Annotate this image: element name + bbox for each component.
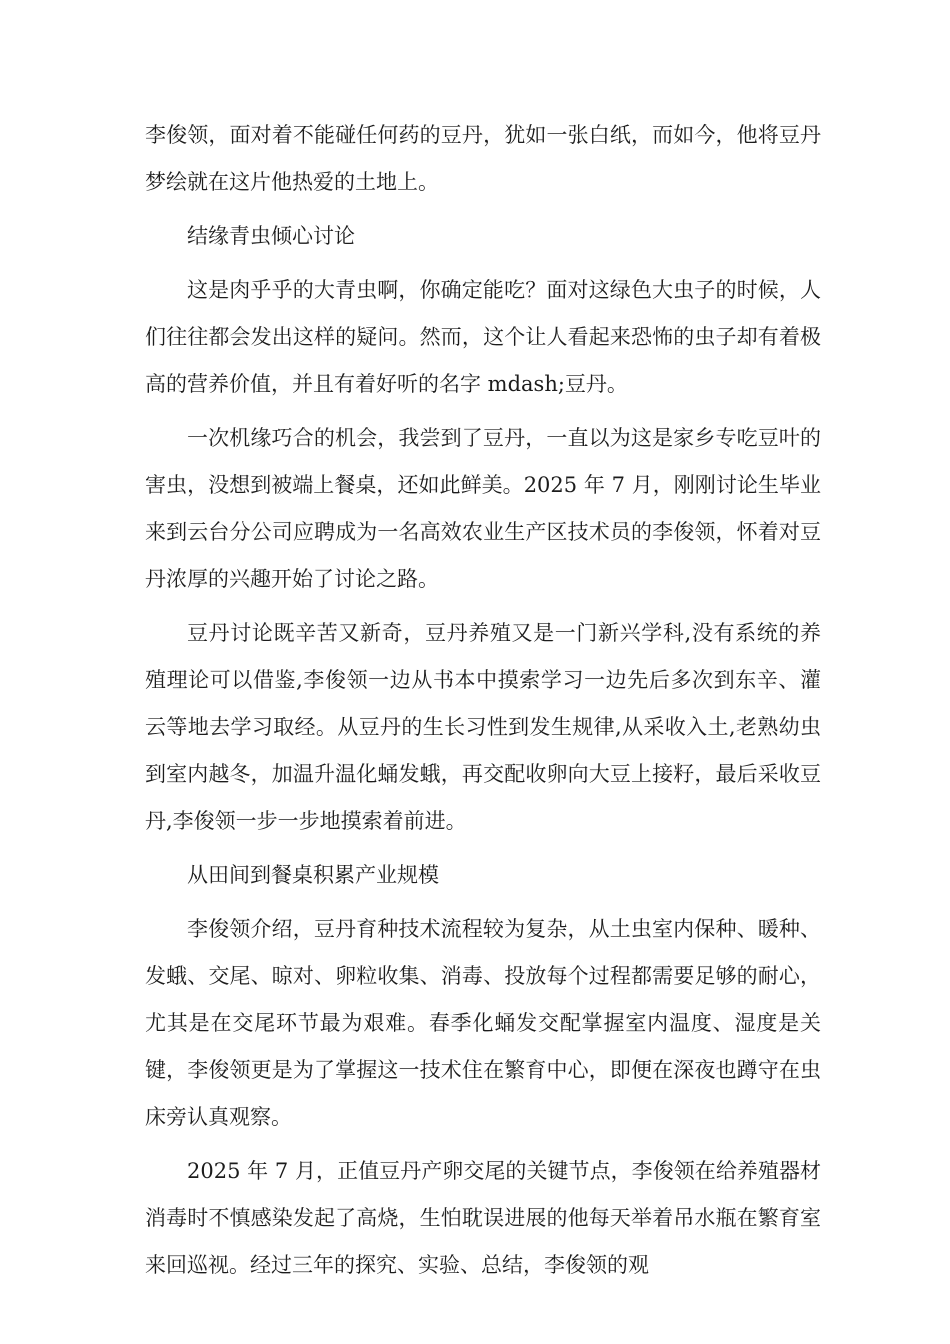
paragraph: 一次机缘巧合的机会，我尝到了豆丹，一直以为这是家乡专吃豆叶的害虫，没想到被端上餐桌，还如此鲜美。2025 年 7 月，刚刚讨论生毕业来到云台分公司应聘成为一名高效农业生产区技术员的李俊领，怀着对豆丹浓厚的兴趣开始了讨论之路。 (145, 426, 821, 591)
section-heading-field-to-table: 从田间到餐桌积累产业规模 (187, 863, 439, 887)
paragraph: 这是肉乎乎的大青虫啊，你确定能吃？面对这绿色大虫子的时候，人们往往都会发出这样的疑问。然而，这个让人看起来恐怖的虫子却有着极高的营养价值，并且有着好听的名字 mdash;豆丹。 (145, 278, 821, 396)
paragraph-continued: 李俊领，面对着不能碰任何药的豆丹，犹如一张白纸，而如今，他将豆丹梦绘就在这片他热爱的土地上。 (145, 123, 821, 194)
paragraph: 豆丹讨论既辛苦又新奇，豆丹养殖又是一门新兴学科,没有系统的养殖理论可以借鉴,李俊领一边从书本中摸索学习一边先后多次到东辛、灌云等地去学习取经。从豆丹的生长习性到发生规律,从采收入土,老熟幼虫到室内越冬，加温升温化蛹发蛾，再交配收卵向大豆上接籽，最后采收豆丹,李俊领一步一步地摸索着前进。 (145, 621, 821, 833)
section-heading-green-caterpillar: 结缘青虫倾心讨论 (187, 224, 355, 248)
document-body (145, 112, 821, 1296)
paragraph: 2025 年 7 月，正值豆丹产卵交尾的关键节点，李俊领在给养殖器材消毒时不慎感染发起了高烧，生怕耽误进展的他每天举着吊水瓶在繁育室来回巡视。经过三年的探究、实验、总结，李俊领的观 (145, 1159, 821, 1277)
paragraph: 李俊领介绍，豆丹育种技术流程较为复杂，从土虫室内保种、暖种、发蛾、交尾、晾对、卵粒收集、消毒、投放每个过程都需要足够的耐心，尤其是在交尾环节最为艰难。春季化蛹发交配掌握室内温度、湿度是关键，李俊领更是为了掌握这一技术住在繁育中心，即便在深夜也蹲守在虫床旁认真观察。 (145, 917, 821, 1129)
